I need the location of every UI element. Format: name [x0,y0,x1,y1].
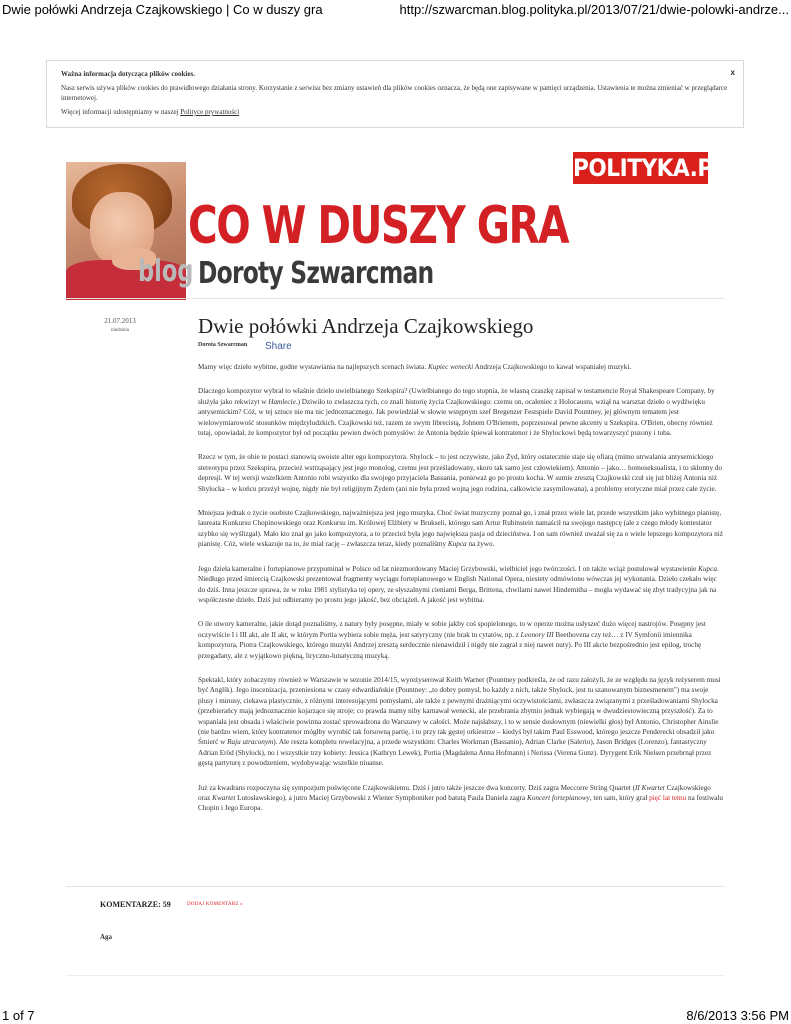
blog-title: CO W DUSZY GRA [188,196,569,256]
cookie-notice-text: Nasz serwis używa plików cookies do prawidłowego działania strony. Korzystanie z serwisu bez zmiany ustawień dla plików cookies oznacza, że będą one zapisywane w pamięci urządzenia. Ustawienia te można zmieniać w przeglądarce internetowej. [61,84,728,102]
blog-banner[interactable] [66,162,569,292]
article-paragraph: Rzecz w tym, że obie te postaci stanowią swoiste alter ego kompozytora. Shylock – to jest oczywiste, jako Żyd, który ostatecznie staje się ofiarą (mimo utrwalania antysemickiego stereotypu przez Szekspira, przecież wstrząsający jest jego monolog, czemu jest prześladowany, skoro tak samo jest człowiekiem). Antonio – jako… homoseksualista, i to skłonny do depresji. W tej wersji wszelkiem Antonio robi wszystko dla swojego przyjaciela Bassania, ponieważ go po prostu kocha. W sumie zresztą Czajkowski czuł się już bliżej Antonia niż Shylocka – w końcu przeżył wojnę, nigdy nie był religijnym Żydem (ani nie była przed wojną jego rodzina, całkowicie zasymilowana), a problemy erotyczne miał przez całe życie. [198,453,723,493]
bottom-divider [66,975,725,976]
add-comment-link[interactable]: DODAJ KOMENTARZ » [187,902,243,907]
article-paragraph: Dlaczego kompozytor wybrał to właśnie dzieło uwielbianego Szekspira? (Uwielbianego do tego stopnia, że własną czaszkę zapisał w testamencie Royal Shakespeare Company, by służyła jako rekwizyt w Hamlecie.) Dziwiło to zwłaszcza tych, co znali historię życia Czajkowskiego: czemu on, ocaleniec z Holocaustu, wziął na warsztat dzieło o wydźwięku antysemickim? Cóż, w tej sztuce nie ma nic jednoznacznego. Jak powiedział w słowie wstępnym szef Bregenzer Festspiele David Pountney, jej głównym tematem jest wielowymiarowość stosunków międzyludzkich. Czajkowski też, razem ze swym librecistą, Johnem O'Brienem, poprzesuwał pewne akcenty u Szekspira. O'Brien, obecny również tutaj, opowiadał, że kompozytor był od początku pewien dwóch pomysłów: że Antonia będzie śpiewał kontratenor i że Shylockowi będą towarzyszyć puzony i tuba. [198,387,715,438]
privacy-policy-link[interactable]: Polityce prywatności [180,108,240,116]
polityka-logo[interactable]: POLITYKA.PL [573,154,727,182]
close-icon[interactable]: x [730,68,735,77]
article-body [198,362,723,828]
article-link[interactable]: pięć lat temu [649,794,687,802]
comment-author: Aga [100,933,113,941]
print-page-number: 1 of 7 [2,1008,35,1023]
article-paragraph: Spektakl, który zobaczymy również w Warszawie w sezonie 2014/15, wyreżyserował Keith Warner (Pountney podkreśla, że od razu założyli, że ze względu na język reżyserem musi być Anglik). Jego inscenizacja, przeniesiona w czasy edwardiańskie (Pountney: „to dobry pomysł, bo każdy z nich, także Shylock, jest tu szanowanym biznesmenem") ma swoje plusy i minusy, ciekawa plastycznie, z różnymi interesującymi pomysłami, ale także z pewnymi drażniącymi oczywistościami, zwłaszcza związanymi z prześladowaniami Shylocka (przebierańcy mają jednoznacznie kojarzące się stroje; co prawda mamy niby karnawał wenecki, ale przebrania zbytnio jednak wybiegają w dwudziestowieczną przyszłość). Za to wspaniała jest obsada i właściwie powinna zostać sprowadzona do Warszawy w całości. Może najsłabszy, i to w sensie dosłownym (niewielki głos) był Antonio, Christopher Ainslie (nie bardzo wiem, który kontratenor mógłby wyrobić tak forsowną partię, i to przy tak gęstej orkiestrze – kiedyś był takim Paul Esswood, którego jeszcze Penderecki obsadził jako Śmierć w Raju utraconym). Ale reszta kompletu rewelacyjna, a przede wszystkim: Charles Workman (Bassanio), Adrian Clarke (Salerio), Jason Bridges (Lorenzo), fantastyczny Adrian Eröd (Shylock), no i wszystkie trzy kobiety: Jessica (Kathryn Lewek), Portia (Magdalena Anna Hofmann) i Nerissa (Verena Gunz). Dyrygent Erik Nielsen przebrnął przez gęstą partyturę z powodzeniem, wydobywając wszelkie niuanse. [198,675,721,768]
header-divider [66,298,725,299]
post-date: 21.07.2013 [104,317,136,325]
article-paragraph: Mniejsza jednak o życie osobiste Czajkowskiego, najważniejsza jest jego muzyka. Choć świat muzyczny poznał go, i znał przez wiele lat, przede wszystkim jako wybitnego pianistę, laureata Konkursu Chopinowskiego oraz Konkursu im. Królowej Elżbiety w Brukseli, którego sam Artur Rubinstein namaścił na swojego następcę (ale z czego młody kontestator szybko się wyślizgał). Mało kto znał go jako kompozytora, a to przecież była jego największa pasja od dzieciństwa. I on sam również uważał się za o wiele lepszego kompozytora niż pianistę. Cóż, wiele wskazuje na to, że miał rację – zwłaszcza teraz, kiedy poznaliśmy Kupca na żywo. [198,509,723,549]
blog-label: blog [138,254,194,289]
print-footer [0,1006,791,1024]
cookie-notice-more [61,107,729,117]
comments-divider [66,886,725,887]
post-date-block [100,316,140,336]
share-button[interactable]: Share [265,341,292,352]
cookie-notice [46,60,744,128]
print-page-title: Dwie połówki Andrzeja Czajkowskiego | Co w duszy gra [2,2,323,17]
post-weekday: niedziela [110,328,130,333]
article-paragraph: Mamy więc dzieło wybitne, godne wystawiania na najlepszych scenach świata. Kupiec wenecki Andrzeja Czajkowskiego to kawał wspaniałej muzyki. [198,363,632,371]
article-paragraph: Jego dzieła kameralne i fortepianowe przypominał w Polsce od lat niezmordowany Maciej Grzybowski, wielbiciel jego twórczości. I on także wciąż postulował wystawienie Kupca. Niedługo przed śmiercią Czajkowski prezentował fragmenty wyciągu fortepianowego w English National Opera, niestety odmówiono wówczas jej wykonania. Dzieło czekało więc do dziś. Inna jeszcze sprawa, że w roku 1981 stylistyka tej opery, ze słyszalnymi cieniami Berga, Brittena, chwilami nawet Hindemitha – mogła wydawać się zbyt tradycyjna jak na współczesne dzieło. Dziś już odbieramy po prostu jego jakość, bez obciążeń. A jakość jest wybitna. [198,564,719,604]
blog-author-name: Doroty Szwarcman [198,256,434,291]
comments-count: KOMENTARZE: 59 [100,900,171,909]
cookie-more-prefix: Więcej informacji udostępniamy w naszej [61,108,181,116]
article-paragraph: Już za kwadrans rozpoczyna się sympozjum poświęcone Czajkowskiemu. Dziś i jutro także jeszcze dwa koncerty. Dziś zagra Meccorre String Quartet (II Kwartet Czajkowskiego oraz Kwartet Lutosławskiego), a jutro Maciej Grzybowski z Wiener Symphoniker pod batutą Paula Daniela zagra Koncert fortepianowy, ten sam, który grał pięć lat temu na festiwalu Chopin i Jego Europa. [198,783,723,813]
print-datetime: 8/6/2013 3:56 PM [686,1008,789,1023]
print-header [0,0,791,22]
post-author[interactable]: Dorota Szwarcman [198,342,248,348]
print-page-url: http://szwarcman.blog.polityka.pl/2013/07/21/dwie-polowki-andrze... [399,2,789,17]
post-title[interactable]: Dwie połówki Andrzeja Czajkowskiego [198,314,534,338]
article-paragraph: O ile utwory kameralne, jakie dotąd poznaliśmy, z natury były posępne, miały w sobie jakby coś spopielonego, to w operze można usłyszeć dużo więcej nastrojów. Posępny jest oczywiście I i III akt, ale II akt, w którym Portia wybiera sobie męża, jest satyryczny (nie brak tu cytatów, np. z Leonory III Beethovena czy też… z IV Symfonii imiennika kompozytora, Piotra Czajkowskiego, którego muzyki Andrzej zresztą serdecznie nienawidził i nigdy nie zagrał z niej nawet nuty). Po III akcie bezpośrednio jest epilog, trochę przegadany, ale z wyjątkowo piękną, liryczno-lunatyczną muzyką. [198,620,706,660]
cookie-notice-title: Ważna informacja dotycząca plików cookies. [61,70,195,78]
